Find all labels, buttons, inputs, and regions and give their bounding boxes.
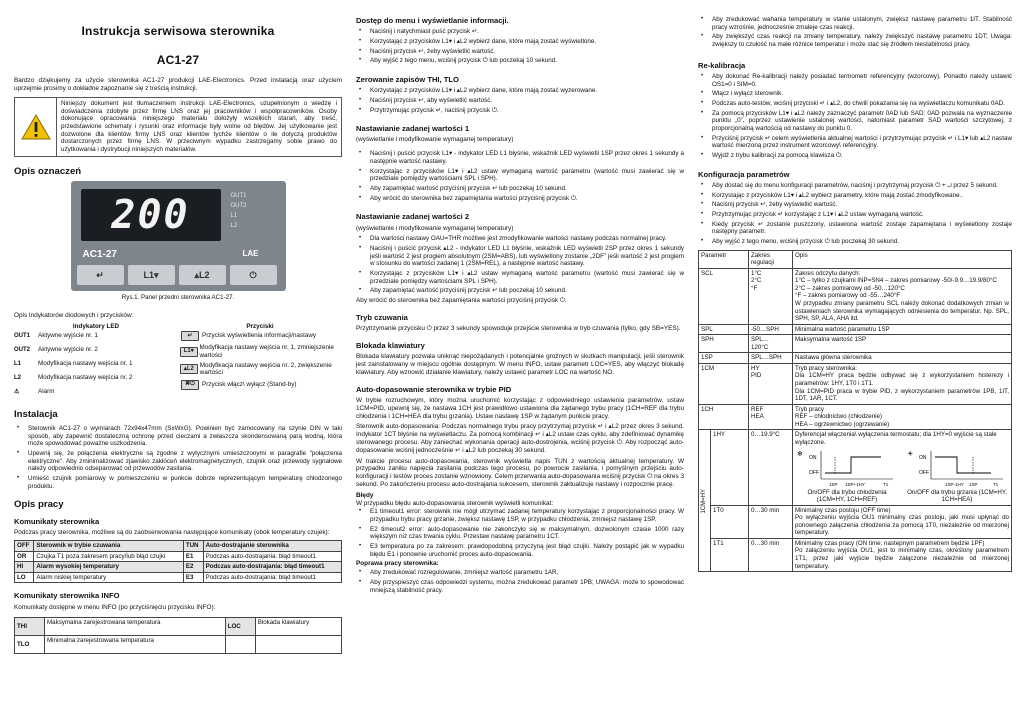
panel-l2-button: ▴L2 (179, 265, 226, 285)
cell: 1°C 2°C °F (749, 268, 793, 324)
heading-reset: Zerowanie zapisów THI, TLO (356, 74, 459, 84)
info-table (14, 617, 342, 654)
cell: THI (15, 618, 45, 636)
cell: 1CH (699, 404, 749, 430)
heading-opis-pracy: Opis pracy (14, 499, 64, 511)
komunikaty-intro: Podczas pracy sterownika, możliwe są do zaobserwowania następujące komunikaty (obok temperatury czujek): (14, 529, 330, 537)
led-symbol: L2 (14, 374, 22, 381)
cooling-caption: On/OFF dla trybu chłodzenia (1CM=HY, 1CH=REF) (807, 488, 887, 504)
list-item: • Aby zwiększyć czas reakcji na zmiany temperatury, należy zwiększyć nastawę parametru 1DT; Uwaga: zwiększy to czułość na małe różnice temperatur i może stać się źródłem niestabilności pracy. (698, 33, 1012, 48)
cell: 1T1 (711, 538, 749, 571)
heading-setpoint-1: Nastawianie zadanej wartości 1 (356, 124, 470, 134)
cell: Maksymalna wartość 1SP (793, 335, 1012, 353)
led-desc: Modyfikacja nastawy wejścia nr. 2 (38, 374, 133, 382)
param-header: Parametr (699, 250, 749, 268)
cell: 1T0 (711, 505, 749, 538)
range-header: Zakres regulacji (749, 250, 793, 268)
table-row (699, 324, 1012, 335)
sun-icon: ☀ (907, 450, 914, 458)
heating-diagram (905, 449, 1005, 489)
heading-info: Komunikaty sterownika INFO (14, 591, 120, 601)
cell: 1HY (711, 430, 749, 505)
list-item: • Aby przyspieszyć czas odpowiedzi systemu, można zredukować parametr 1PB; UWAGA: może to spowodować mniejszą stabilność pracy. (356, 579, 684, 594)
side-label-cell (699, 430, 711, 572)
cell: -50…SPH (749, 324, 793, 335)
panel-power-button: ⏻ (230, 265, 277, 285)
led-heading: Indykatory LED (72, 322, 120, 330)
l2-key-icon: ▴L2 (180, 364, 198, 374)
list-item: • Korzystając z przycisków L1▾ i ▴L2 wybierz dane, które mają zostać wyświetlone. (356, 38, 684, 46)
panel-outs (231, 191, 247, 231)
setpoint-2-sub: (wyświetlanie i modyfikowanie wymaganej temperatury) (356, 224, 514, 232)
improve-list (356, 569, 684, 594)
list-item: • Aby dostać się do menu konfiguracji parametrów, naciśnij i przytrzymaj przycisk ⏻ + ↵ przez 5 sekund. (698, 182, 1012, 190)
button-desc: Modyfikacja nastawy wejścia nr. 2, zwiększenie wartości (199, 361, 332, 377)
panel-l1-button: L1▾ (128, 265, 175, 285)
setpoint-2-list (356, 235, 684, 295)
front-panel-image (71, 181, 286, 291)
list-item: • Naciśnij i natychmiast puść przycisk ↵. (356, 28, 684, 36)
cell: Tryb pracy REF – chłodnictwo (chłodzenie) HEA – ogrzewnictwo (ogrzewanie) (793, 404, 1012, 430)
led-desc: Aktywne wyjście nr. 2 (38, 346, 98, 354)
list-item: • Przytrzymując przycisk ↵ korzystając z L1▾ i ▴L2 ustaw wymaganą wartość. (698, 211, 1012, 219)
table-row (15, 636, 342, 654)
warning-text: Niniejszy dokument jest tłumaczeniem instrukcji LAE-Electronics, uzupełnionym o wiedzę i doświadczenia zdobyte przez firmę LNS oraz jej pracowników i współpracowników. Osoby dokonujące opracowania niniejszego materiału dołożyły wszelkich starań, aby treść, przedstawione schematy i rysunki oraz informacje były wolne od błędów. Jej użytkowanie jest dozwolone dla klientów firmy LNS oraz klientów tychże klientów o ile dotyczą produktów dostarczonych przez firmę LNS. W przeciwnym wypadku zastrzegamy sobie prawo do użytkowania i dystrybucji niniejszych materiałów. (61, 99, 337, 153)
list-item: • E3 temperatura po za zakresem: prawdopodobną przyczyną jest błąd czujki. Należy postąpić jak w wypadku błędu E1 i ponownie uruchomić proces auto-dopasowania. (356, 543, 684, 558)
cell: REF HEA (749, 404, 793, 430)
column-1 (14, 0, 342, 724)
button-desc: Przycisk wyświetlenia informacji/nastawy (202, 332, 317, 340)
cell: 0…30 min (749, 505, 793, 538)
warning-icon (15, 98, 57, 156)
panel-info-button: ↵ (77, 265, 124, 285)
heading-recalibration: Re-kalibracja (698, 60, 746, 70)
list-item: • Za pomocą przycisków L1▾ i ▴L2 należy zaznaczyć parametr 0AD lub SAD: 0AD pozwala na wyznaczenie punktu „0”, poprzez ustawienie ustalonej wartości, natomiast parametr SAD wartości szczytowej, z proporcjonalną wartością od nastawy do punktu 0. (698, 110, 1012, 133)
list-item: • Korzystając z przycisków L1▾ i ▴L2 ustaw wymaganą wartość parametru (wartość musi zawierać się w przedziale pomiędzy wartościami SPL i SPH). (356, 270, 684, 285)
cell: SPL… 120°C (749, 335, 793, 353)
setpoint-1-list (356, 150, 684, 202)
heading-komunikaty: Komunikaty sterownika (14, 517, 100, 527)
list-item: • Aby wyjść z tego menu, wciśnij przycisk ⏻ lub poczekaj 30 sekund. (698, 238, 1012, 246)
heading-improve: Poprawa pracy sterownika: (356, 560, 439, 568)
heading-opis: Opis oznaczeń (14, 165, 82, 177)
button-desc: Przycisk włącz\ wyłącz (Stand-by) (202, 381, 297, 389)
list-item: • Aby zredukować wahania temperatury w stanie ustalonym, zwiększ nastawę parametru 1IT. Stabilność pracy wzrośnie, jednocześnie zmaleje czas reakcji. (698, 16, 1012, 31)
improve-list-cont (698, 16, 1012, 49)
table-row (15, 572, 342, 583)
parameters-table (698, 250, 1012, 573)
cell: E2 (183, 562, 203, 573)
t1-label: T1 (883, 481, 889, 487)
list-item: • Naciśnij i puścić przycisk ▴L2 - indykator LED L1 błyśnie, wskaźnik LED wyświetli 2SP przez okres 1 sekundy jeśli wartość 2 jest progiem absolutnym (2SM=ABS), lub wyświetlony zostanie „2DF” jeśli wartość 2 jest progiem w stosunku do wartości zadanej 1 (2SM=REL), a następnie wartość nastawy. (356, 245, 684, 268)
list-item: • Kiedy przycisk ↵ zostanie puszczony, ustawiona wartość zostaje zapamiętana i wyświetlony zostaje następny parametr. (698, 221, 1012, 236)
install-list (14, 425, 342, 490)
desc-header: Opis (793, 250, 1012, 268)
panel-out1: OUT1 (230, 193, 247, 200)
table-row (699, 335, 1012, 353)
buttons-heading: Przyciski (246, 322, 274, 330)
list-item: • E2 timeout2 error: auto-dopasowanie nie zakończyło się w maksymalnym, dozwolonym czasie 1000 razy większym niż czas trwania cyklu. Przestaw nastawę parametru 1CT. (356, 526, 684, 541)
cell: TUN (183, 541, 203, 552)
cell: HI (15, 562, 34, 573)
off-label: OFF (919, 469, 929, 476)
cell: Maksymalna zarejestrowana temperatura (45, 618, 226, 636)
cell: HY PID (749, 363, 793, 404)
cell: OFF (15, 541, 34, 552)
led-desc: Modyfikacja nastawy wejścia nr. 1 (38, 360, 133, 368)
panel-display: 200 (81, 189, 221, 241)
table-row (699, 268, 1012, 324)
warning-box (14, 97, 342, 157)
list-item: • Aby zapamiętać wartość przyciśnij przycisk ↵ lub poczekaj 10 sekund. (356, 287, 684, 295)
setpoint-2-tail: Aby wrócić do sterownika bez zapamiętania wartości przyciśnij przycisk ⏻. (356, 297, 567, 305)
cell: Podczas auto-dostrajania: błąd timeout1 (203, 572, 341, 583)
cell: TLO (15, 636, 45, 654)
standby-text: Przytrzymanie przycisku ⏻ przez 3 sekundy spowoduje przejście sterownika w tryb czuwania (tylko, gdy SB=YES). (356, 325, 681, 333)
cell: E3 (183, 572, 203, 583)
errors-intro: W przypadku błędu auto-dopasowania sterownik wyświetli komunikat: (356, 499, 554, 507)
cell: 1SP (699, 353, 749, 364)
cell: Alarm wysokiej temperatury (34, 562, 183, 573)
heating-caption: On/OFF dla trybu grzania (1CM=HY, 1CH=HEA) (907, 488, 1007, 504)
list-item: • Wyjdź z trybu kalibracji za pomocą klawisza ⏻. (698, 152, 1012, 160)
list-item: • Dla wartości nastawy OAU=THR możliwe jest zmodyfikowanie wartości nastawy podczas normalnej pracy. (356, 235, 684, 243)
info-intro: Komunikaty dostępne w menu INFO (po przyciśnięciu przycisku INFO): (14, 603, 216, 611)
list-item: • Podczas auto-testów, wciśnij przyciski ↵ i ▴L2, do chwili pokazania się na wyświetlaczu komunikatu 0AD. (698, 100, 1012, 108)
hy-desc: Dyferencjał włączenia\ wyłączenia termostatu; dla 1HY=0 wyjście są stale wyłączone. (795, 431, 997, 446)
cell: LOC (225, 618, 255, 636)
heading-instalacja: Instalacja (14, 409, 58, 421)
cell: LO (15, 572, 34, 583)
messages-table (14, 540, 342, 583)
reset-list (356, 87, 684, 114)
cell: Auto-dostrajanie sterownika (203, 541, 341, 552)
recalibration-list (698, 73, 1012, 160)
table-row (699, 538, 1012, 571)
list-item: • Korzystając z przycisków L1▾ i ▴L2 ustaw wymaganą wartość parametru (wartość musi zawierać się w przedziale pomiędzy wartościami SPL i SPH). (356, 168, 684, 183)
cell: SPL (699, 324, 749, 335)
panel-l1: L1 (230, 213, 238, 220)
list-item: • Upewnij się, że połączenia elektryczne są zgodne z wytycznymi umieszczonymi w paragrafie "połączenia elektryczne". Aby zminimalizować zjawisko zakłóceń elektromagnetycznych, czujnik oraz przewody sygnałowe należy odpowiednio odseparować od przewodów zasilania. (14, 450, 342, 473)
list-item: • Przytrzymując przycisk ↵, naciśnij przycisk ⏻. (356, 107, 684, 115)
intro-text: Bardzo dziękujemy za użycie sterownika AC1-27 produkcji LAE-Electronics. Przed instalacją oraz użyciem uprzejmie prosimy o dokładne zapoznanie się z treścią instrukcji. (14, 77, 342, 93)
list-item: • Aby wrócić do sterownika bez zapamiętania wartości przyciśnij przycisk ⏻. (356, 195, 684, 203)
hy-desc-cell (793, 430, 1012, 505)
table-row (15, 618, 342, 636)
table-row (699, 363, 1012, 404)
table-row (15, 562, 342, 573)
heading-autotune: Auto-dopasowanie sterownika w trybie PID (356, 384, 512, 394)
autotune-text-3: W trakcie procesu auto-dopasowania, sterownik wyświetla napis TUN z wartością aktualnej temperatury. W przypadku zaniku napięcia zasilania podczas tego procesu, po powrocie zasilania, i pomyślnym przejściu auto-konfiguracji i testów proces zostanie wznowiony. Celem przerwania auto-dopasowania wciśnij przycisk ⏻ na okres 3 sekund. Po zakończeniu procesu auto-dostrajania sukcesem, sterownik zaktualizuje nastawy i rozpocznie pracę. (356, 457, 684, 488)
figure-caption: Rys.1. Panel przedni sterownika AC1-27. (121, 294, 235, 302)
list-item: • Korzystając z przycisków L1▾ i ▴L2 wybierz dane, które mają zostać wyzerowane. (356, 87, 684, 95)
cell: Nastawa główna sterownika (793, 353, 1012, 364)
cell: Podczas auto-dostrajania: błąd timeout1 (203, 551, 341, 562)
list-item: • Naciśnij i puścić przycisk L1▾ - indykator LED L1 błyśnie, wskaźnik LED wyświetli 1SP przez okres 1 sekundy a następnie wartość nastawy. (356, 150, 684, 165)
info-key-icon: ↵ (181, 331, 199, 341)
panel-l2: L2 (230, 223, 238, 230)
cooling-diagram (795, 449, 895, 489)
list-item: • Włącz i wyłącz sterownik. (698, 90, 1012, 98)
list-item: • Aby zapamiętać wartość przyciśnij przycisk ↵ lub poczekaj 10 sekund. (356, 185, 684, 193)
power-key-icon: ✖⏻ (181, 380, 199, 390)
cell: Czujka T1 poza zakresem pracy/lub błąd czujki (34, 551, 183, 562)
cell: Minimalna zarejestrowana temperatura (45, 636, 226, 654)
led-desc: Alarm (38, 388, 55, 396)
table-row (15, 551, 342, 562)
doc-model: AC1-27 (156, 52, 200, 67)
table-row (699, 250, 1012, 268)
cell: OR (15, 551, 34, 562)
t2-label: T1 (993, 481, 999, 487)
errors-list (356, 508, 684, 558)
config-list (698, 182, 1012, 246)
on-label: ON (919, 454, 927, 461)
list-item: • Korzystając z przycisków L1▾ i ▴L2 wybierz parametry, które mają zostać zmodyfikowane.. (698, 192, 1012, 200)
sphy2-label: 1SP-1HY (945, 481, 964, 487)
button-desc: Modyfikacja nastawy wejścia nr. 1, zmniejszenie wartości (199, 344, 334, 359)
menu-access-list (356, 28, 684, 65)
setpoint-1-sub: (wyświetlanie i modyfikowanie wymaganej temperatury) (356, 136, 514, 144)
heading-config: Konfiguracja parametrów (698, 169, 790, 179)
heading-errors: Błędy (356, 491, 374, 499)
led-symbol: L1 (14, 360, 22, 367)
cell (255, 636, 341, 654)
cell: Alarm niskiej temperatury (34, 572, 183, 583)
list-item: • Aby wyjść z tego menu, wciśnij przycisk ⏻ lub poczekaj 10 sekund. (356, 57, 684, 65)
autotune-text-1: W trybie rozruchowym, który można uruchomić korzystając z odpowiedniego ustawienia parametrów, ustaw 1CM=PID, upewnij się, że nastawa 1CH jest prawidłowo ustawiona dla żądanego trybu pracy (1CH=REF dla trybu chłodzenia i 1CH=HEA dla trybu grzania). Ustaw nastawę 1SP w żądanym punkcie pracy. (356, 396, 684, 420)
cell: Minimalny czas pracy (ON time; nastepnym parametrem będzie 1PF) Po załączeniu wyjścia OU1, jest to minimalny czas, określony parametrem 1T1, przez jaki wyjście będzie załączone niezależnie od mierzonej temperatury. (793, 538, 1012, 571)
led-symbol: OUT2 (14, 346, 31, 353)
cell: SPL…SPH (749, 353, 793, 364)
hysteresis-diagrams (795, 449, 1009, 504)
panel-model: AC1-27 (82, 249, 117, 261)
side-label: 1CM=HY (700, 488, 707, 514)
l1-key-icon: L1▾ (180, 347, 198, 357)
cell: Tryb pracy sterownika: Dla 1CM=HY praca będzie odbywać się z wykorzystaniem histerezy i parametrów: 1HY, 1T0 i 1T1. Dla 1CM=PID praca w trybie PID, z wykorzystaniem parametrów 1PB, 1IT, 1DT, 1AR, 1CT. (793, 363, 1012, 404)
list-item: • Naciśnij przycisk ↵, aby wyświetlić wartość. (356, 97, 684, 105)
led-intro: Opis Indykatorów diodowych i przycisków: (14, 311, 134, 319)
off-label: OFF (809, 469, 819, 476)
keylock-text: Blokada klawiatury pozwala uniknąć niepożądanych i potencjalnie groźnych w skutkach manipulacji, jeśli sterownik jest zainstalowany w miejscu ogólnie dostępnym. W menu INFO, ustaw parametr LOC=YES, aby włączyć blokadę klawiatury. Aby wznowić działanie klawiatury, należy ustawić parametr LOC na wartość NO. (356, 353, 684, 376)
heading-setpoint-2: Nastawianie zadanej wartości 2 (356, 212, 470, 222)
cell: Podczas auto-dostrajania: błąd timeout1 (203, 562, 341, 573)
table-row (699, 353, 1012, 364)
cell: Minimalna wartość parametru 1SP (793, 324, 1012, 335)
doc-title: Instrukcja serwisowa sterownika (81, 24, 275, 38)
list-item: • Naciśnij przycisk ↵, żeby wyświetlić wartość. (698, 201, 1012, 209)
heading-keylock: Blokada klawiatury (356, 340, 425, 350)
heading-menu-access: Dostęp do menu i wyświetlanie informacji. (356, 16, 509, 25)
autotune-text-2: Sterownik auto-dopasowania: Podczas normalnego trybu pracy przytrzymaj przycisk ↵ i ▴L2 przez okres 3 sekund. Indykator 1CT błyśnie na wyświetlaczu. Za pomocą kombinacji ↵ i ▴L2 ustaw czas cyklu, aby zdefiniować dynamikę sterowanego procesu. Aby zaniechać wykonania operacji auto-dostrojenia, wciśnij przycisk ⏻. Aby rozpocząć auto-dopasowanie wciśnij jednocześnie ↵ i ▴L2 lub poczekaj 30 sekund. (356, 423, 684, 454)
sp2-label: 1SP (969, 481, 978, 487)
cell: Blokada klawiatury (255, 618, 341, 636)
alarm-icon: ⚠ (14, 388, 20, 395)
table-row (699, 505, 1012, 538)
led-table (14, 323, 342, 401)
led-symbol: OUT1 (14, 332, 31, 339)
cell: 1CM (699, 363, 749, 404)
column-3 (698, 0, 1012, 724)
cell (225, 636, 255, 654)
table-row (15, 541, 342, 552)
cell: 0…30 min (749, 538, 793, 571)
led-desc: Aktywne wyjście nr. 1 (38, 332, 98, 340)
cell: Zakres odczytu danych: 1°C – tylko z czujkami INP=SN4 – zakres pomiarowy -50/-9.9…19.9/80°C 2°C – zakres pomiarowy od -50…120°C °F – zakres pomiarowy od -55…240°F W przypadku zmiany parametru SCL należy dokonać dodatkowych zmian w ustawieniach sterownika wymagających odniesienia do temperatur. Np. SPL, SPH, SP, ALA, AHA itd. (793, 268, 1012, 324)
list-item: • Aby zredukować rozregulowanie, zmniejsz wartość parametru 1AR, (356, 569, 684, 577)
panel-brand-logo: LAE (242, 249, 259, 259)
column-2 (356, 0, 684, 724)
sphy-label: 1SP+1HY (845, 481, 865, 487)
list-item: • Aby dokonać Re-kalibracji należy posiadać termometr referencyjny (wzorcowy). Ponadto należy ustawić OS1=0 i SIM=0. (698, 73, 1012, 88)
list-item: • Sterownik AC1-27 o wymiarach 72x94x47mm (SxWxG). Powinien być zamocowany na szynie DIN w taki sposób, aby zapewnić dostateczną ochronę przed cieczami a zwłaszcza skondensowaną parą wodną, która może spowodować poważne uszkodzenia. (14, 425, 342, 448)
panel-buttons (77, 265, 277, 285)
heading-standby: Tryb czuwania (356, 312, 408, 322)
table-row (699, 404, 1012, 430)
cell: Minimalny czas postoju (OFF time) Po wyłączeniu wyjścia OU1 minimalny czas postoju, jaki musi upłynąć do ponownego załączenia chłodzenia za pomocą 1T0, niezależnie od mierzonej temperatury. (793, 505, 1012, 538)
list-item: • Naciśnij przycisk ↵, żeby wyświetlić wartość. (356, 48, 684, 56)
table-row (699, 430, 1012, 505)
panel-out2: OUT2 (230, 203, 247, 210)
snowflake-icon: ❄ (797, 450, 803, 458)
list-item: • Przyciśnij przycisk ↵ celem wyświetlenia aktualnej wartości i przytrzymując przycisk ↵ i L1▾ lub ▴L2 nastaw wartość mierzoną przez instrument wzorcowy\ referencyjny. (698, 135, 1012, 150)
cell: Sterownik w trybie czuwania (34, 541, 183, 552)
cell: SCL (699, 268, 749, 324)
cell: 0…19.9°C (749, 430, 793, 505)
on-label: ON (809, 454, 817, 461)
sp-label: 1SP (829, 481, 838, 487)
cell: E1 (183, 551, 203, 562)
list-item: • Umieść czujnik pomiarowy w pomieszczeniu w punkcie dobrze reprezentującym temperaturę chłodzonego produktu. (14, 475, 342, 490)
list-item: • E1 timeout1 error: sterownik nie mógł utrzymać zadanej temperatury korzystając z proporcjonalności pracy. W przypadku trybu pracy grzanie, zwiększ nastawę 1SP, w przypadku chłodzenia, zmniejsz nastawę 1SP. (356, 508, 684, 523)
cell: SPH (699, 335, 749, 353)
